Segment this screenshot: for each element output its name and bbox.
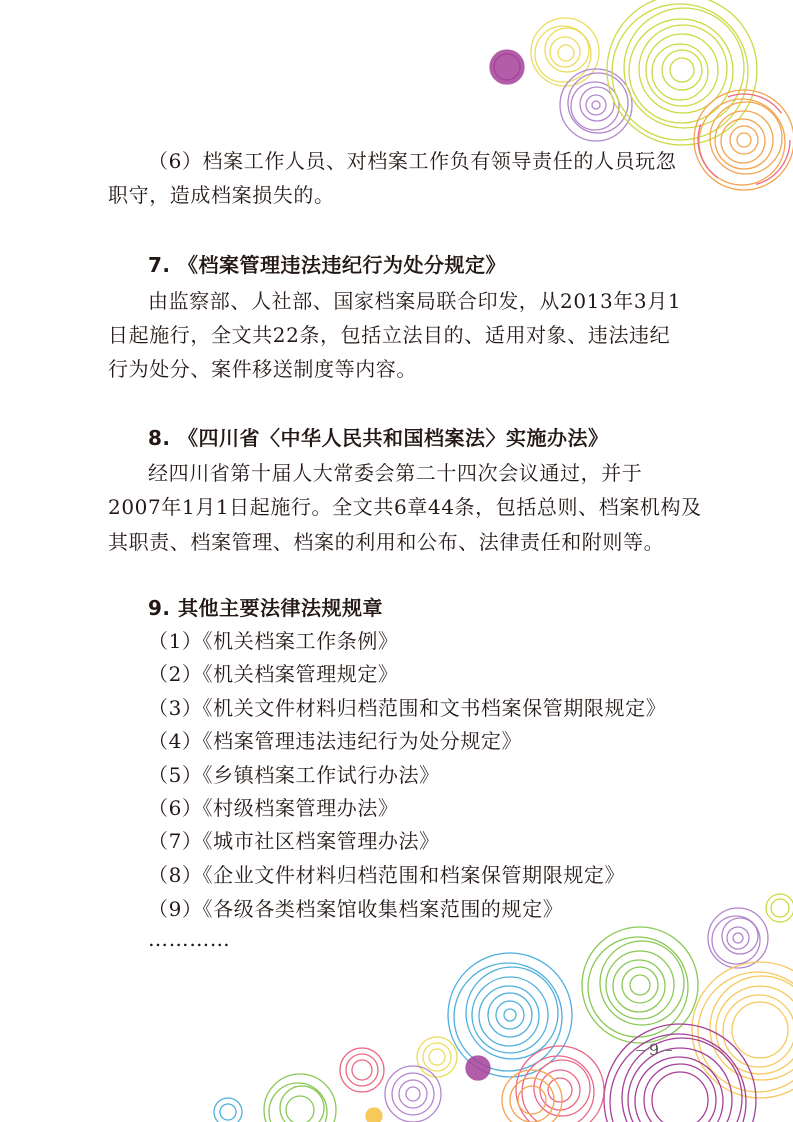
section8-line3: 其职责、档案管理、档案的利用和公布、法律责任和附则等。	[108, 530, 665, 554]
section7-line3: 行为处分、案件移送制度等内容。	[108, 357, 417, 381]
list-item: （4）《档案管理违法违纪行为处分规定》	[148, 729, 523, 753]
list-item: （2）《机关档案管理规定》	[148, 662, 399, 686]
item6-line1: （6）档案工作人员、对档案工作负有领导责任的人员玩忽	[148, 149, 677, 173]
list-item: （1）《机关档案工作条例》	[148, 629, 399, 653]
list-item: （5）《乡镇档案工作试行办法》	[148, 763, 440, 787]
section7-title: 7. 《档案管理违法违纪行为处分规定》	[148, 253, 506, 277]
list-item: （9）《各级各类档案馆收集档案范围的规定》	[148, 897, 564, 921]
section8-line1: 经四川省第十届人大常委会第二十四次会议通过，并于	[148, 461, 643, 485]
list-item: （3）《机关文件材料归档范围和文书档案保管期限规定》	[148, 696, 667, 720]
list-item: （8）《企业文件材料归档范围和档案保管期限规定》	[148, 863, 626, 887]
section9-title: 9. 其他主要法律法规规章	[148, 596, 383, 620]
section8-line2: 2007年1月1日起施行。全文共6章44条，包括总则、档案机构及	[108, 495, 702, 519]
section7-line2: 日起施行，全文共22条，包括立法目的、适用对象、违法违纪	[108, 323, 671, 347]
section8-title: 8. 《四川省〈中华人民共和国档案法〉实施办法》	[148, 426, 609, 450]
list-item: （6）《村级档案管理办法》	[148, 796, 399, 820]
list-item: （7）《城市社区档案管理办法》	[148, 829, 440, 853]
section7-line1: 由监察部、人社部、国家档案局联合印发，从2013年3月1	[148, 289, 682, 313]
list-ellipsis: …………	[148, 927, 231, 951]
page-number: 9	[624, 1040, 684, 1059]
item6-line2: 职守，造成档案损失的。	[108, 183, 335, 207]
